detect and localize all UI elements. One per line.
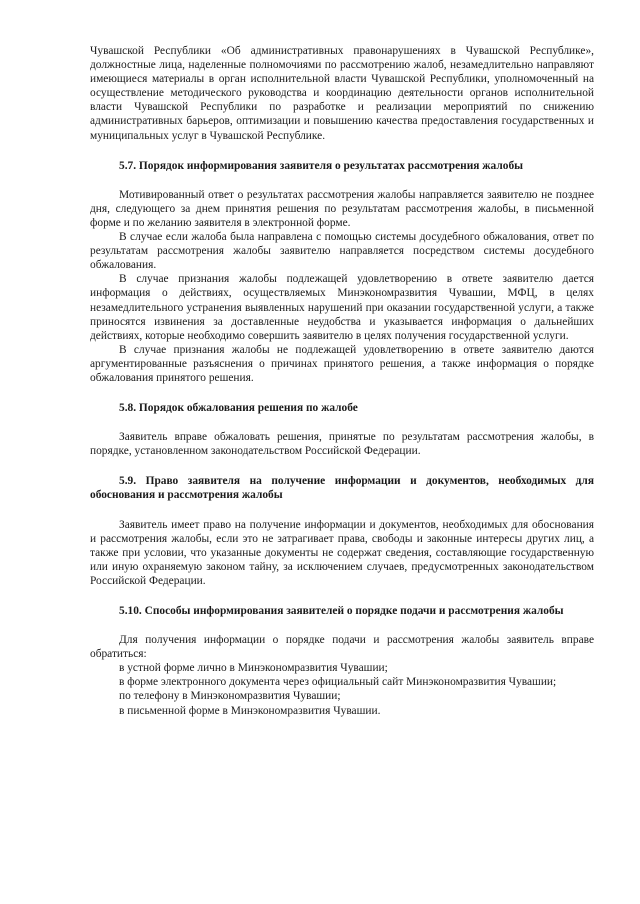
section-5-9-paragraph-1: Заявитель имеет право на получение информации и документов, необходимых для обоснования и рассмотрения жалобы, если это не затрагивает права, свободы и законные интересы других лиц, а также при условии, что указанные документы не содержат сведения, составляющие государственную или иную охраняемую законом тайну, за исключением случаев, предусмотренных законодательством Российской Федерации.	[90, 518, 594, 587]
section-5-8-paragraph-1: Заявитель вправе обжаловать решения, принятые по результатам рассмотрения жалобы, в порядке, установленном законодательством Российской Федерации.	[90, 431, 594, 458]
section-5-9-heading: 5.9. Право заявителя на получение информации и документов, необходимых для обоснования и рассмотрения жалобы	[90, 475, 594, 502]
section-5-7-paragraph-4: В случае признания жалобы не подлежащей удовлетворению в ответе заявителю даются аргументированные разъяснения о причинах принятого решения, а также информация о порядке обжалования принятого решения.	[90, 343, 594, 384]
section-5-10-heading: 5.10. Способы информирования заявителей о порядке подачи и рассмотрения жалобы	[119, 605, 564, 617]
section-5-7-paragraph-3: В случае признания жалобы подлежащей удовлетворению в ответе заявителю дается информация о действиях, осуществляемых Минэкономразвития Чувашии, МФЦ, в целях незамедлительного устранения выявленных нарушений при оказании государственной услуги, а также приносятся извинения за доставленные неудобства и указывается информация о дальнейших действиях, которые необходимо совершить заявителю в целях получения государственной услуги.	[90, 273, 594, 342]
section-5-7-heading: 5.7. Порядок информирования заявителя о результатах рассмотрения жалобы	[119, 159, 524, 172]
document-page	[90, 44, 594, 718]
section-5-8-heading: 5.8. Порядок обжалования решения по жалобе	[119, 402, 358, 415]
section-5-10-paragraph-1: Для получения информации о порядке подачи и рассмотрения жалобы заявитель вправе обратиться:	[90, 634, 594, 661]
list-item: в письменной форме в Минэкономразвития Чувашии.	[119, 704, 381, 717]
section-5-7-paragraph-2: В случае если жалоба была направлена с помощью системы досудебного обжалования, ответ по результатам рассмотрения жалобы заявителю направляется посредством системы досудебного обжалования.	[90, 231, 594, 272]
section-5-7-paragraph-1: Мотивированный ответ о результатах рассмотрения жалобы направляется заявителю не позднее дня, следующего за днем принятия решения по результатам рассмотрения жалобы, в письменной форме и по желанию заявителя в электронной форме.	[90, 188, 594, 229]
intro-paragraph: Чувашской Республики «Об административных правонарушениях в Чувашской Республике», должностные лица, наделенные полномочиями по рассмотрению жалоб, незамедлительно направляют имеющиеся материалы в орган исполнительной власти Чувашской Республики, уполномоченный на осуществление методического руководства и координацию деятельности органов исполнительной власти Чувашской Республики по разработке и реализации мероприятий по снижению административных барьеров, оптимизации и повышению качества предоставления государственных и муниципальных услуг в Чувашской Республике.	[90, 45, 594, 142]
list-item: в устной форме лично в Минэкономразвития Чувашии;	[119, 662, 388, 675]
list-item: в форме электронного документа через официальный сайт Минэкономразвития Чувашии;	[119, 676, 557, 689]
list-item: по телефону в Минэкономразвития Чувашии;	[119, 690, 341, 703]
